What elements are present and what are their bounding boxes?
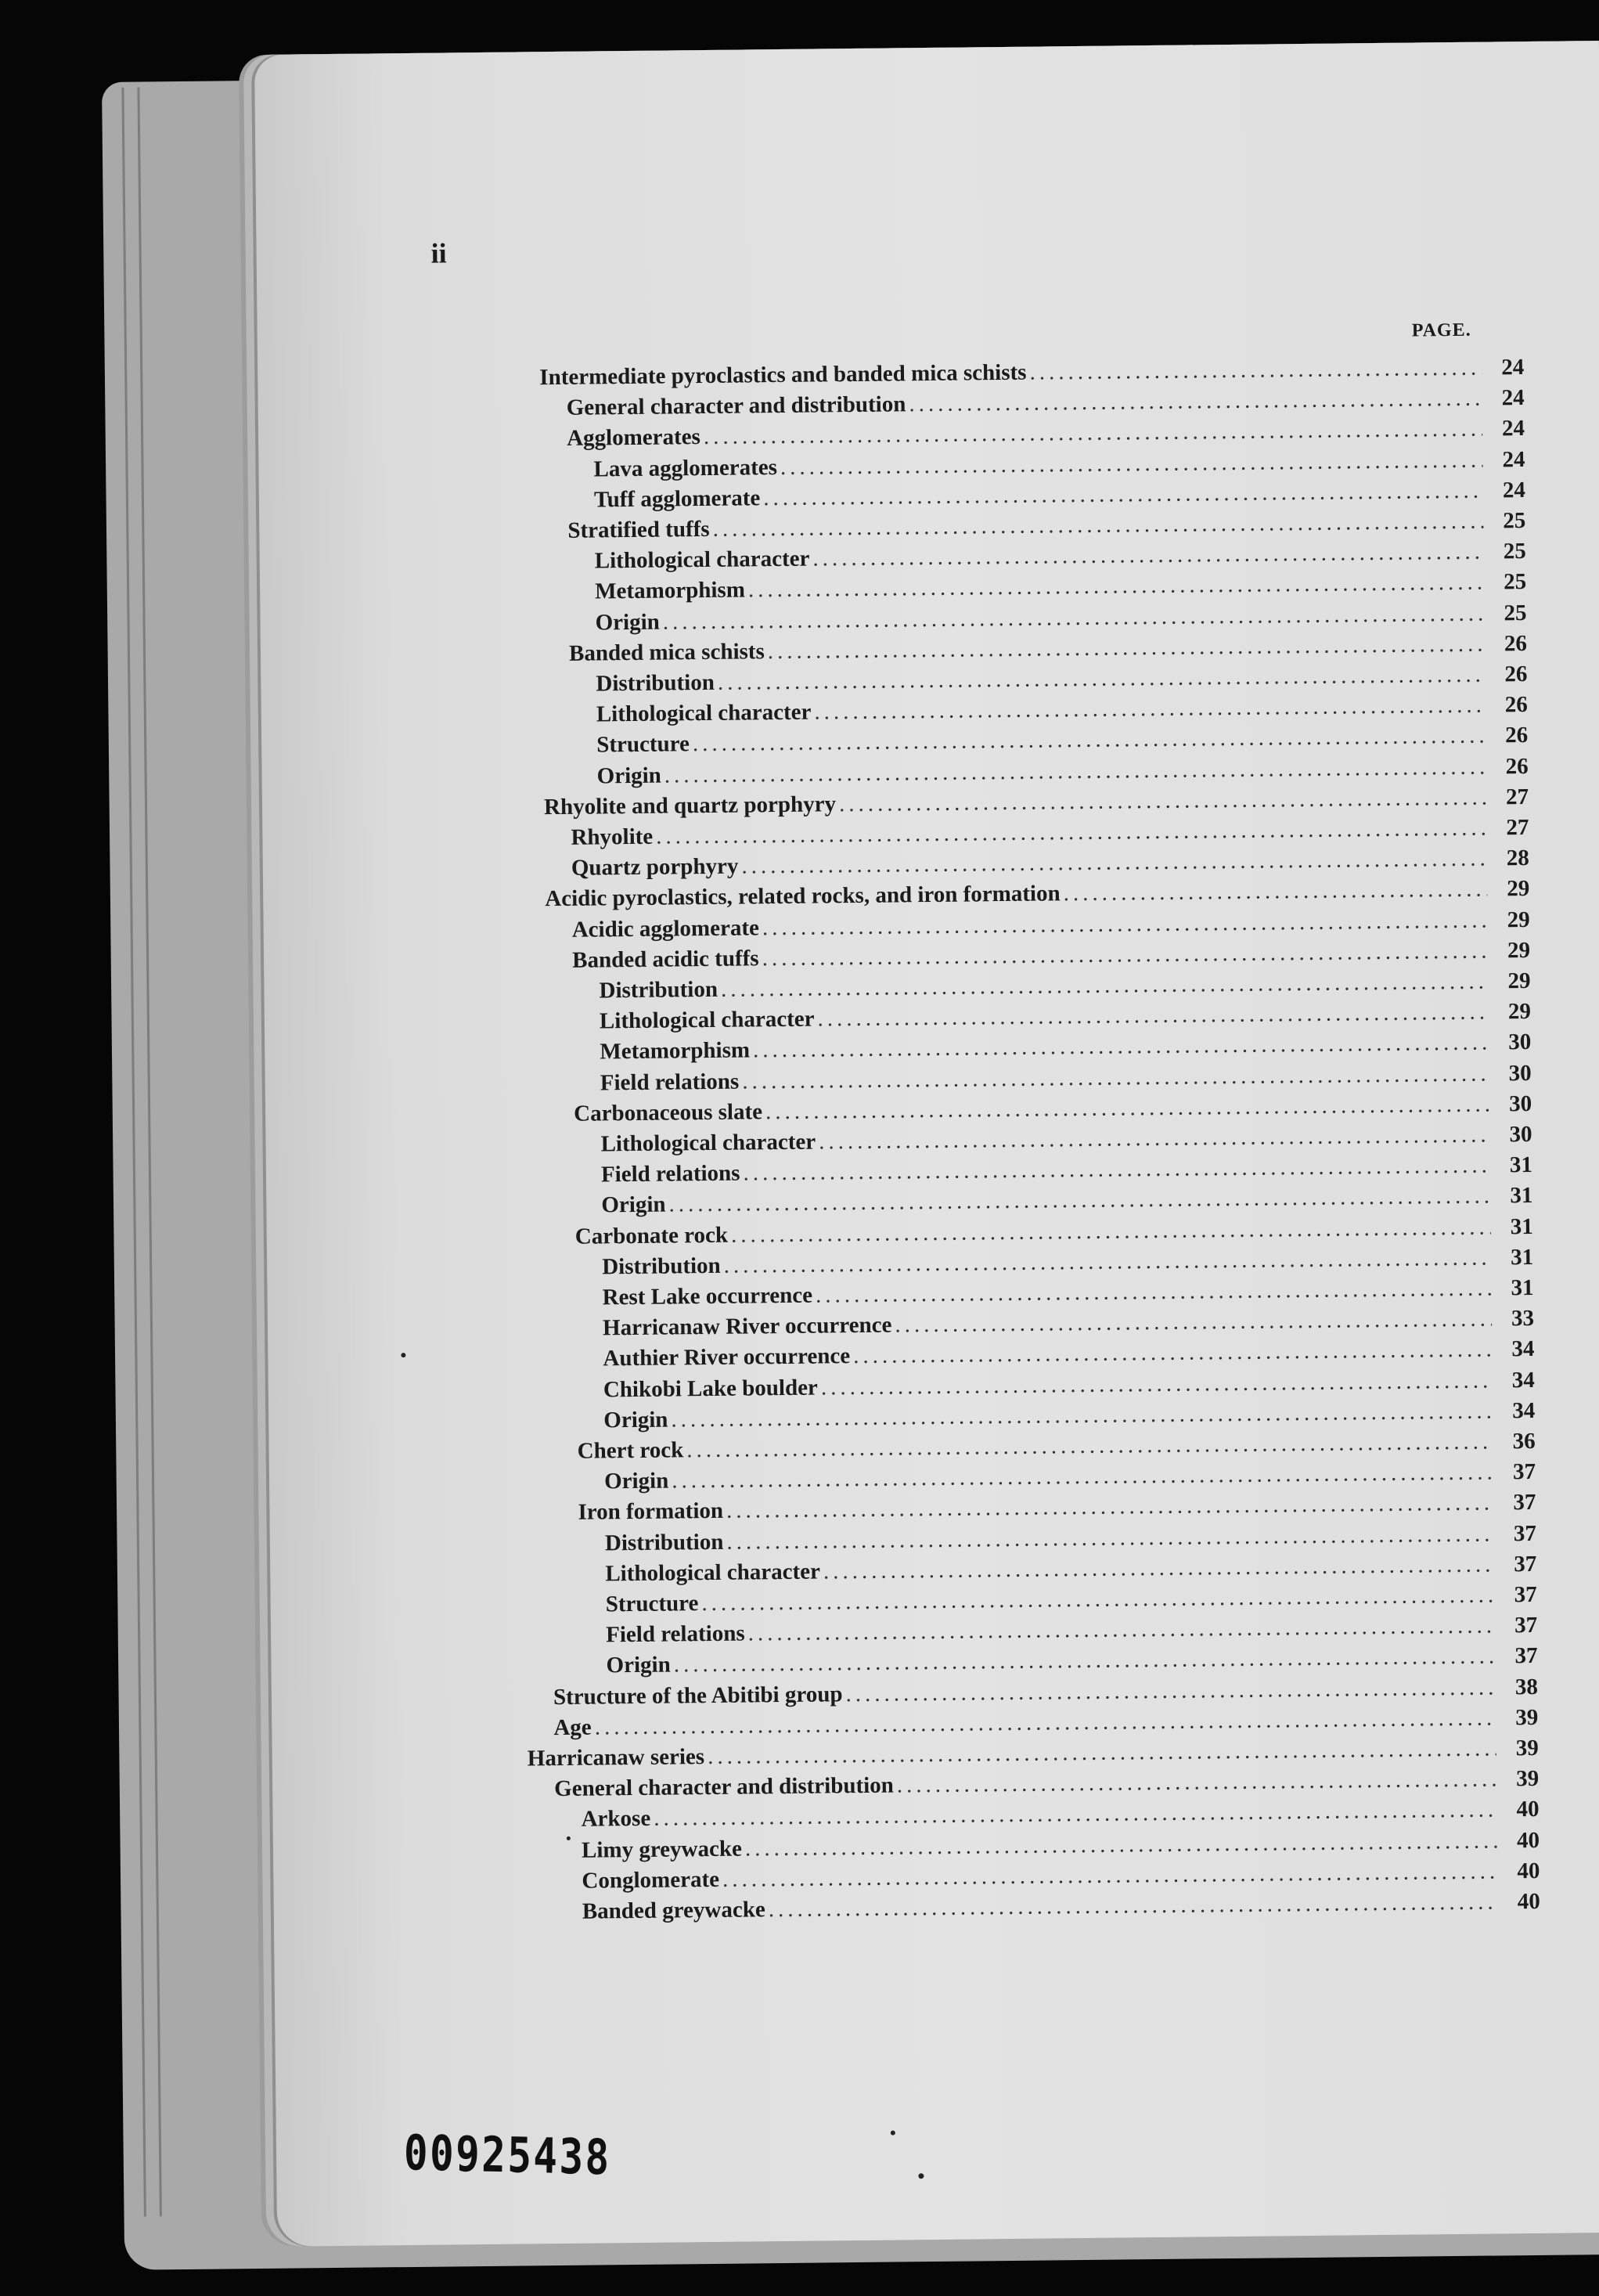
toc-entry-title: Distribution [604, 1529, 724, 1556]
dot-leader [743, 1153, 1490, 1187]
toc-entry-title: Agglomerates [566, 424, 701, 452]
dot-leader [839, 784, 1486, 817]
dot-leader [823, 1552, 1495, 1584]
toc-entry [599, 968, 1530, 1004]
toc-entry [567, 508, 1525, 544]
dot-leader [909, 386, 1482, 418]
dot-leader [712, 509, 1483, 542]
toc-entry-page: 31 [1510, 1213, 1533, 1239]
toc-entry [602, 1275, 1533, 1310]
toc-entry-page: 40 [1516, 1797, 1540, 1822]
toc-entry-title: Quartz porphyry [571, 853, 739, 881]
page-column-header: PAGE. [1411, 319, 1471, 341]
toc-entry [539, 355, 1524, 391]
dot-leader [726, 1490, 1494, 1524]
toc-entry [575, 1214, 1533, 1250]
dot-leader [762, 907, 1488, 941]
toc-entry [572, 907, 1530, 943]
dot-leader [765, 1091, 1489, 1125]
toc-entry-page: 38 [1514, 1674, 1539, 1699]
toc-entry-title: Origin [606, 1652, 671, 1678]
toc-entry-title: Lithological character [605, 1559, 821, 1587]
toc-entry [605, 1552, 1536, 1587]
dot-leader [895, 1307, 1492, 1339]
dot-leader [816, 1276, 1492, 1309]
page-number: ii [430, 237, 447, 269]
toc-entry [578, 1429, 1536, 1465]
dot-leader [724, 1245, 1492, 1278]
dot-leader [845, 1674, 1496, 1707]
toc-entry [554, 1766, 1539, 1802]
dot-leader [768, 631, 1486, 665]
dot-leader [672, 1460, 1493, 1494]
dot-leader [663, 600, 1485, 635]
toc-entry-page: 29 [1507, 876, 1530, 902]
toc-entry [606, 1613, 1537, 1648]
toc-entry-title: Lithological character [594, 546, 810, 574]
toc-entry-page: 39 [1515, 1766, 1540, 1792]
toc-entry-page: 33 [1511, 1306, 1535, 1332]
toc-entry [603, 1368, 1535, 1403]
toc-entry-title: Banded greywacke [582, 1897, 765, 1924]
toc-entry-page: 34 [1511, 1336, 1535, 1362]
dot-leader [763, 478, 1483, 511]
dot-leader [819, 1123, 1490, 1155]
toc-entry-page: 39 [1515, 1735, 1539, 1761]
toc-entry-page: 40 [1516, 1827, 1540, 1853]
toc-entry-title: Authier River occurrence [603, 1343, 851, 1371]
toc-entry [544, 784, 1529, 820]
toc-entry [578, 1490, 1536, 1526]
toc-entry [603, 1306, 1534, 1341]
toc-entry-title: Iron formation [578, 1498, 724, 1526]
table-of-contents [257, 354, 1599, 1924]
toc-entry-page: 30 [1509, 1121, 1532, 1148]
toc-entry [553, 1705, 1538, 1741]
dot-leader [1029, 355, 1482, 386]
toc-entry-page: 30 [1508, 1090, 1532, 1117]
toc-entry [581, 1797, 1539, 1833]
dot-leader [748, 570, 1485, 604]
toc-entry-title: Rest Lake occurrence [602, 1282, 813, 1310]
toc-entry-title: Field relations [600, 1160, 740, 1188]
toc-entry-page: 40 [1517, 1858, 1540, 1884]
toc-entry-page: 29 [1507, 907, 1530, 932]
toc-entry-page: 34 [1511, 1367, 1535, 1393]
toc-entry [600, 999, 1531, 1034]
toc-entry-title: General character and distribution [554, 1772, 895, 1802]
paper-speck [891, 2131, 895, 2136]
toc-entry-page: 37 [1513, 1490, 1536, 1516]
toc-entry-title: Metamorphism [595, 577, 746, 604]
dot-leader [814, 693, 1486, 726]
toc-entry [571, 815, 1529, 851]
dot-leader [821, 1368, 1493, 1400]
toc-entry [595, 600, 1526, 636]
toc-entry-title: Distribution [599, 976, 718, 1004]
toc-entry [601, 1152, 1532, 1188]
dot-leader [762, 938, 1488, 971]
toc-entry-title: Intermediate pyroclastics and banded mica schists [539, 359, 1027, 391]
toc-entry [596, 661, 1527, 697]
toc-entry-page: 24 [1501, 416, 1525, 442]
toc-entry-title: Conglomerate [582, 1866, 720, 1894]
dot-leader [708, 1736, 1496, 1771]
dot-leader [731, 1214, 1491, 1248]
toc-entry-title: Origin [596, 762, 662, 789]
toc-entry-page: 40 [1517, 1888, 1540, 1915]
toc-entry [600, 1061, 1532, 1096]
toc-entry [593, 447, 1525, 482]
toc-entry [606, 1643, 1537, 1678]
toc-entry-page: 25 [1503, 539, 1526, 564]
toc-entry-title: Lithological character [599, 1006, 815, 1034]
toc-entry-title: Rhyolite [571, 824, 654, 850]
toc-entry-page: 26 [1504, 630, 1528, 657]
toc-entry-page: 24 [1501, 385, 1525, 411]
toc-entry-page: 26 [1504, 661, 1528, 687]
toc-entry [596, 692, 1528, 727]
toc-entry-page: 36 [1512, 1428, 1536, 1454]
toc-entry-page: 29 [1507, 999, 1532, 1025]
dot-leader [769, 1889, 1498, 1923]
toc-entry-title: Banded acidic tuffs [571, 946, 759, 973]
toc-entry [528, 1736, 1539, 1772]
dot-leader [693, 723, 1486, 758]
toc-entry-page: 37 [1514, 1613, 1538, 1638]
toc-entry-page: 25 [1503, 569, 1527, 595]
toc-entry [574, 1091, 1532, 1127]
dot-leader [812, 539, 1484, 572]
toc-entry-title: Chert rock [577, 1437, 684, 1464]
dot-leader [718, 662, 1486, 696]
toc-entry-title: Field relations [600, 1069, 740, 1096]
toc-entry-page: 24 [1501, 355, 1525, 380]
toc-entry-page: 31 [1511, 1244, 1534, 1271]
toc-entry-title: General character and distribution [566, 391, 906, 421]
dot-leader [664, 754, 1486, 788]
toc-entry-page: 30 [1508, 1029, 1532, 1055]
toc-entry-title: Structure [605, 1591, 699, 1617]
toc-entry [545, 876, 1529, 912]
toc-entry [567, 385, 1525, 421]
toc-entry-title: Harricanaw River occurrence [602, 1312, 892, 1341]
toc-entry-page: 30 [1508, 1060, 1532, 1086]
dot-leader [721, 969, 1489, 1003]
toc-entry-page: 24 [1502, 446, 1525, 472]
toc-entry-page: 26 [1505, 753, 1529, 779]
toc-entry-page: 24 [1502, 477, 1526, 503]
toc-entry-title: Field relations [605, 1620, 745, 1648]
dot-leader [722, 1858, 1498, 1892]
toc-entry [572, 938, 1530, 974]
dot-leader [671, 1398, 1493, 1433]
toc-entry-title: Stratified tuffs [567, 516, 710, 543]
toc-entry-page: 37 [1514, 1581, 1537, 1608]
toc-entry [571, 845, 1529, 881]
dot-leader [1064, 877, 1488, 907]
toc-entry [604, 1459, 1536, 1494]
toc-entry [553, 1674, 1538, 1710]
toc-entry-page: 34 [1512, 1397, 1536, 1424]
toc-entry-page: 27 [1505, 784, 1529, 810]
toc-entry [600, 1029, 1531, 1065]
toc-entry-title: Rhyolite and quartz porphyry [543, 791, 837, 820]
toc-entry-title: Tuff agglomerate [593, 485, 761, 513]
toc-entry-title: Lithological character [596, 699, 812, 727]
dot-leader [741, 846, 1487, 880]
toc-entry-title: Origin [603, 1468, 669, 1494]
dot-leader [704, 416, 1483, 450]
toc-entry-title: Origin [601, 1191, 666, 1218]
toc-entry [606, 1582, 1537, 1617]
toc-entry-page: 37 [1512, 1459, 1536, 1485]
toc-entry-title: Structure of the Abitibi group [553, 1681, 843, 1710]
toc-entry-title: Structure [596, 731, 690, 758]
paper-speck [918, 2173, 924, 2179]
toc-entry-title: Harricanaw series [527, 1744, 705, 1772]
dot-leader [595, 1705, 1496, 1740]
toc-entry-page: 31 [1511, 1274, 1534, 1301]
dot-leader [674, 1644, 1496, 1678]
toc-entry-title: Banded mica schists [568, 639, 765, 666]
toc-entry [600, 1122, 1532, 1157]
toc-entry-title: Chikobi Lake boulder [603, 1375, 819, 1403]
toc-entry-page: 26 [1505, 723, 1529, 748]
dot-leader [742, 1061, 1489, 1094]
toc-entry-page: 37 [1514, 1551, 1537, 1577]
toc-entry-title: Carbonaceous slate [574, 1099, 763, 1126]
toc-entry-page: 26 [1504, 692, 1528, 718]
toc-entry [603, 1336, 1534, 1371]
toc-entry-page: 29 [1507, 937, 1531, 964]
toc-entry-title: Age [553, 1714, 592, 1740]
accession-stamp: 00925438 [403, 2124, 612, 2186]
dot-leader [780, 447, 1483, 480]
dot-leader [701, 1583, 1495, 1617]
toc-entry [595, 539, 1526, 574]
toc-entry [582, 1889, 1540, 1925]
toc-entry-title: Distribution [602, 1253, 721, 1280]
dot-leader [753, 1030, 1489, 1064]
paper-speck [401, 1353, 405, 1357]
dot-leader [897, 1767, 1497, 1799]
dot-leader [817, 1000, 1489, 1033]
toc-entry [582, 1828, 1540, 1864]
toc-entry [595, 569, 1526, 604]
toc-entry-title: Origin [595, 609, 660, 636]
toc-entry-page: 25 [1504, 600, 1527, 625]
toc-entry-page: 29 [1507, 968, 1531, 994]
dot-leader [747, 1613, 1495, 1647]
toc-entry-page: 31 [1509, 1152, 1533, 1178]
toc-entry [602, 1245, 1533, 1280]
toc-entry [596, 723, 1528, 758]
document-page [254, 41, 1599, 2247]
toc-entry [569, 631, 1527, 667]
toc-entry-title: Lava agglomerates [593, 454, 778, 482]
toc-entry-page: 37 [1513, 1520, 1537, 1546]
toc-entry-title: Acidic pyroclastics, related rocks, and iron formation [545, 881, 1061, 912]
toc-entry [582, 1858, 1540, 1894]
dot-leader [686, 1429, 1493, 1464]
toc-entry-page: 37 [1514, 1643, 1538, 1669]
toc-entry-title: Metamorphism [600, 1037, 751, 1065]
dot-leader [745, 1828, 1497, 1862]
toc-entry-page: 25 [1503, 508, 1526, 534]
toc-entry-page: 39 [1515, 1704, 1539, 1731]
dot-leader [726, 1521, 1494, 1555]
toc-entry-title: Limy greywacke [581, 1836, 743, 1863]
paper-speck [567, 1836, 571, 1840]
toc-entry-title: Arkose [581, 1806, 651, 1833]
toc-entry [567, 416, 1525, 452]
dot-leader [853, 1337, 1493, 1370]
toc-entry-title: Acidic agglomerate [571, 914, 760, 943]
dot-leader [654, 1797, 1497, 1832]
dot-leader [668, 1184, 1490, 1218]
toc-entry [603, 1398, 1535, 1433]
toc-entry-page: 27 [1506, 815, 1529, 841]
toc-entry [597, 754, 1529, 789]
toc-entry [605, 1521, 1536, 1556]
toc-entry-page: 31 [1510, 1183, 1533, 1209]
dot-leader [656, 816, 1487, 850]
toc-entry-page: 28 [1506, 845, 1530, 871]
toc-entry-title: Origin [603, 1407, 668, 1433]
toc-entry-title: Carbonate rock [574, 1222, 729, 1249]
toc-entry [594, 478, 1525, 513]
toc-entry [601, 1183, 1532, 1218]
toc-entry-title: Distribution [596, 669, 715, 697]
toc-entry-title: Lithological character [600, 1129, 816, 1157]
